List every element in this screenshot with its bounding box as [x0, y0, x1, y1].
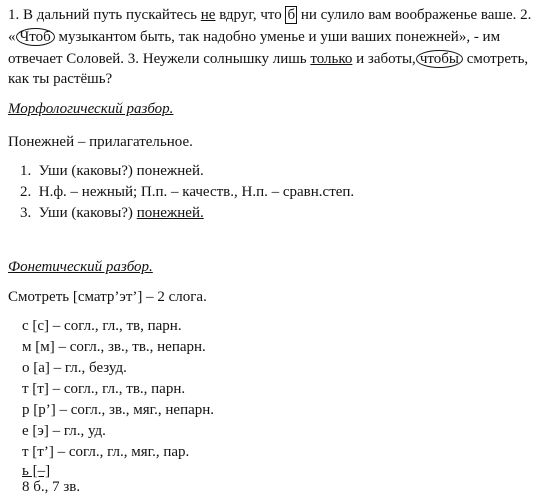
underlined-word: не	[200, 7, 216, 23]
phon-heading: Фонетический разбор.	[8, 259, 153, 275]
phon-total: 8 б., 7 зв.	[22, 479, 81, 495]
item-text: Уши (каковы?) понежней.	[38, 163, 204, 179]
phon-letter: р [р’] – согл., зв., мяг., непарн.	[22, 402, 215, 418]
phon-letter: с [с] – согл., гл., тв, парн.	[22, 318, 182, 334]
task-line-3	[8, 50, 528, 68]
phon-letter: т [т’] – согл., гл., мяг., пар.	[22, 444, 190, 460]
boxed-letter: б	[287, 7, 296, 23]
text-fragment: и заботы,	[352, 51, 416, 67]
task-line-2	[8, 28, 500, 46]
underlined-word: понежней.	[136, 205, 204, 221]
phon-intro: Смотреть [сматр’эт’] – 2 слога.	[8, 289, 207, 305]
morph-item	[20, 204, 204, 222]
phon-letter: о [а] – гл., безуд.	[22, 360, 127, 376]
item-number: 2.	[20, 184, 32, 200]
text-fragment: 1. В дальний путь пускайтесь	[8, 7, 201, 23]
item-text: Уши (каковы?)	[38, 205, 137, 221]
item-text: Н.ф. – нежный; П.п. – качеств., Н.п. – сравн.степ.	[38, 184, 355, 200]
text-fragment: отвечает Соловей. 3. Неужели солнышку лишь	[8, 51, 311, 67]
phon-letter: т [т] – согл., гл., тв., парн.	[22, 381, 186, 397]
text-fragment: «	[8, 29, 16, 45]
phon-letter: е [э] – гл., уд.	[22, 423, 106, 439]
task-line-1	[8, 6, 531, 24]
item-number: 3.	[20, 205, 32, 221]
morph-intro: Понежней – прилагательное.	[8, 134, 193, 150]
morph-item	[20, 162, 204, 180]
text-fragment: ни сулило вам воображенье ваше. 2.	[297, 7, 532, 23]
text-fragment: вдруг, что	[215, 7, 286, 23]
text-fragment: как ты растёшь?	[8, 71, 113, 87]
morph-item	[20, 183, 354, 201]
morph-heading: Морфологический разбор.	[8, 101, 174, 117]
phon-letter: ь [–]	[22, 463, 51, 479]
underlined-word: только	[310, 51, 353, 67]
task-line-4	[8, 70, 112, 88]
circled-word: Чтоб	[16, 28, 55, 46]
circled-word: чтобы	[416, 50, 463, 68]
item-number: 1.	[20, 163, 32, 179]
text-fragment: музыкантом быть, так надобно уменье и уши ваших понежней», - им	[54, 29, 501, 45]
phon-letter: м [м] – согл., зв., тв., непарн.	[22, 339, 206, 355]
text-fragment: смотреть,	[462, 51, 529, 67]
